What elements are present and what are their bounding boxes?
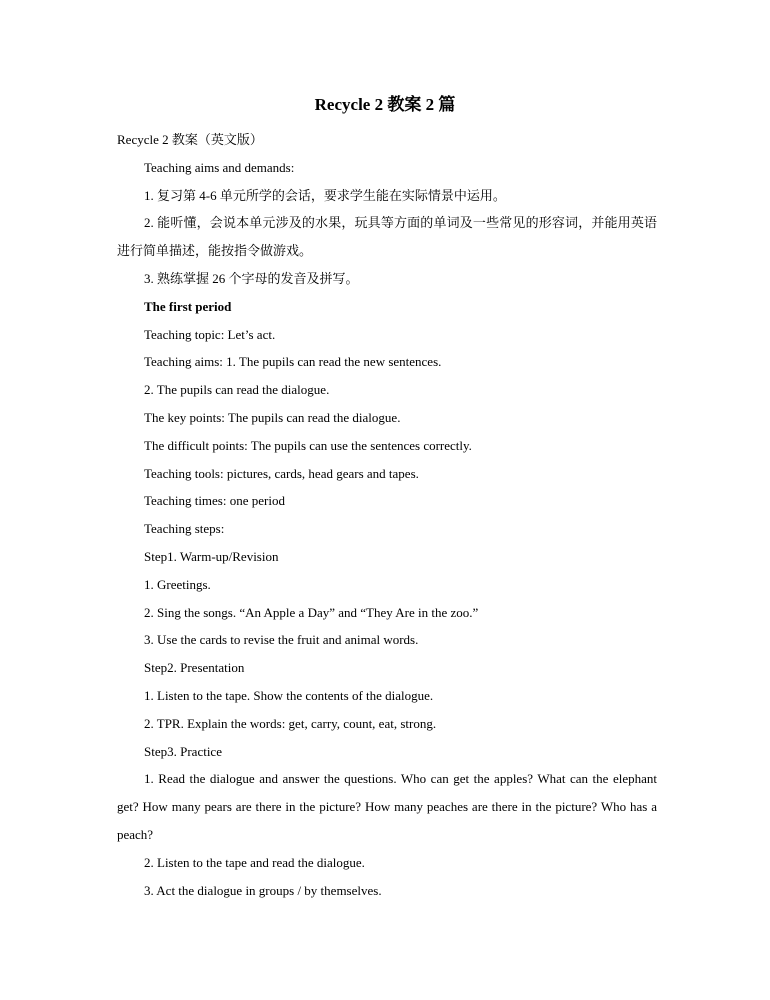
paragraph: Step1. Warm-up/Revision: [144, 548, 279, 564]
paragraph: 2. TPR. Explain the words: get, carry, count, eat, strong.: [144, 715, 437, 731]
paragraph: The difficult points: The pupils can use the sentences correctly.: [144, 437, 472, 453]
paragraph: Recycle 2 教案（英文版）: [117, 132, 263, 147]
paragraph: The key points: The pupils can read the dialogue.: [144, 409, 401, 425]
paragraph: 3. 熟练掌握 26 个字母的发音及拼写。: [144, 270, 359, 286]
paragraph: 2. 能听懂，会说本单元涉及的水果，玩具等方面的单词及一些常见的形容词，并能用英语进行简单描述，能按指令做游戏。: [117, 215, 657, 259]
paragraph: 1. Read the dialogue and answer the questions. Who can get the apples? What can the elephant get? How many pears are there in the picture? How many peaches are there in the picture? Who has a peach?: [117, 771, 657, 842]
paragraph: Step2. Presentation: [144, 660, 245, 676]
paragraph: Teaching aims: 1. The pupils can read the new sentences.: [144, 354, 442, 370]
paragraph: Teaching aims and demands:: [144, 159, 295, 175]
document-body: [117, 126, 657, 904]
paragraph: 1. 复习第 4-6 单元所学的会话，要求学生能在实际情景中运用。: [144, 187, 506, 203]
paragraph: 2. Listen to the tape and read the dialogue.: [144, 854, 365, 870]
paragraph: Teaching times: one period: [144, 493, 285, 509]
paragraph: Teaching tools: pictures, cards, head gears and tapes.: [144, 465, 419, 481]
paragraph: 3. Use the cards to revise the fruit and animal words.: [144, 632, 419, 648]
paragraph: 1. Listen to the tape. Show the contents of the dialogue.: [144, 687, 434, 703]
paragraph: 2. The pupils can read the dialogue.: [144, 382, 330, 398]
document-title: Recycle 2 教案 2 篇: [314, 95, 456, 114]
paragraph: Teaching topic: Let’s act.: [144, 326, 276, 342]
paragraph: 3. Act the dialogue in groups / by themselves.: [144, 882, 382, 898]
paragraph: 2. Sing the songs. “An Apple a Day” and “They Are in the zoo.”: [144, 604, 479, 620]
paragraph: 1. Greetings.: [144, 576, 211, 592]
section-heading: The first period: [144, 298, 232, 314]
paragraph: Step3. Practice: [144, 743, 222, 759]
paragraph: Teaching steps:: [144, 521, 225, 537]
